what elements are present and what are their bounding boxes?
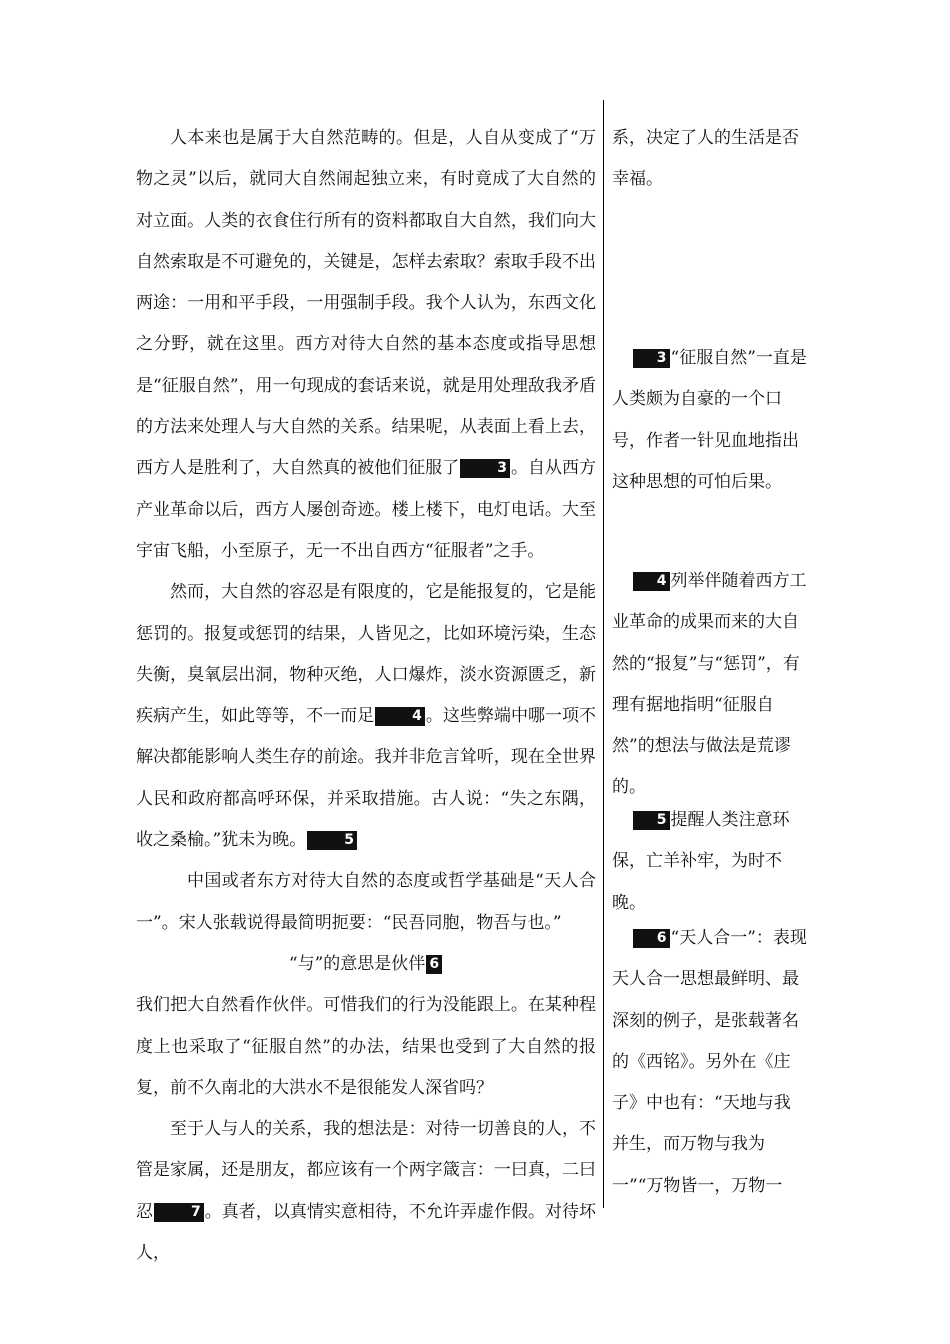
annotation-marker-5: 5 — [307, 831, 357, 850]
paragraph-1-text-cont: 。自从西方产业革命以后，西方人屡创奇迹。楼上楼下，电灯电话。大至宇宙飞船，小至原子，无一不出自西方“征服者”之手。 — [136, 458, 597, 561]
paragraph-3: 中国或者东方对待大自然的态度或哲学基础是“天人合一”。宋人张载说得最简明扼要：“民吾同胞，物吾与也。” — [136, 871, 596, 933]
side-note-3-text: “征服自然”一直是人类颇为自豪的一个口号，作者一针见血地指出这种思想的可怕后果。 — [612, 348, 807, 492]
paragraph-4-text: “与”的意思是伙伴 — [288, 953, 426, 974]
column-divider — [603, 100, 604, 1208]
side-note-marker-5: 5 — [633, 811, 669, 830]
annotation-marker-3: 3 — [460, 459, 510, 478]
paragraph-2-text: 然而，大自然的容忍是有限度的，它是能报复的，它是能惩罚的。报复或惩罚的结果，人皆见之，比如环境污染，生态失衡，臭氧层出洞，物种灭绝，人口爆炸，淡水资源匮乏，新疾病产生，如此等等，不一而足 — [136, 582, 596, 727]
paragraph-6 — [136, 1109, 596, 1274]
side-note-6 — [612, 918, 807, 1207]
side-note-continued — [612, 118, 807, 201]
side-note-6-text: “天人合一”：表现天人合一思想最鲜明、最深刻的例子，是张载著名的《西铭》。另外在《庄子》中也有：“天地与我并生，而万物与我为一”“万物皆一，万物一 — [612, 928, 807, 1196]
side-note-4-text: 列举伴随着西方工业革命的成果而来的大自然的“报复”与“惩罚”，有理有据地指明“征服自然”的想法与做法是荒谬的。 — [612, 571, 807, 798]
main-text-column — [136, 118, 596, 1274]
annotation-marker-7: 7 — [154, 1203, 204, 1222]
paragraph-1 — [136, 118, 596, 572]
paragraph-2 — [136, 572, 596, 861]
annotation-marker-4: 4 — [375, 707, 425, 726]
paragraph-1-text: 人本来也是属于大自然范畴的。但是，人自从变成了“万物之灵”以后，就同大自然闹起独立来，有时竟成了大自然的对立面。人类的衣食住行所有的资料都取自大自然，我们向大自然索取是不可避免的，关键是，怎样去索取？索取手段不出两途：一用和平手段，一用强制手段。我个人认为，东西文化之分野，就在这里。西方对待大自然的基本态度或指导思想是“征服自然”，用一句现成的套话来说，就是用处理敌我矛盾的方法来处理人与大自然的关系。结果呢，从表面上看上去，西方人是胜利了，大自然真的被他们征服了 — [136, 128, 596, 479]
annotation-marker-6: 6 — [426, 955, 442, 974]
paragraph-4 — [136, 944, 596, 985]
paragraph-2-text-cont: 。这些弊端中哪一项不解决都能影响人类生存的前途。我并非危言耸听，现在全世界人民和政府都高呼环保，并采取措施。古人说：“失之东隅，收之桑榆。”犹未为晚。 — [136, 706, 597, 851]
side-note-marker-3: 3 — [633, 349, 669, 368]
side-note-5 — [612, 800, 807, 924]
paragraph-5: 我们把大自然看作伙伴。可惜我们的行为没能跟上。在某种程度上也采取了“征服自然”的办法，结果也受到了大自然的报复，前不久南北的大洪水不是很能发人深省吗？ — [136, 995, 596, 1098]
side-note-4 — [612, 561, 807, 809]
paragraph-6-text-cont: 。真者，以真情实意相待，不允许弄虚作假。对待坏人， — [136, 1201, 597, 1264]
side-note-marker-6: 6 — [633, 929, 669, 948]
paragraph-6-text: 至于人与人的关系，我的想法是：对待一切善良的人，不管是家属，还是朋友，都应该有一个两字箴言：一曰真，二曰忍 — [136, 1119, 596, 1222]
side-note-marker-4: 4 — [633, 572, 669, 591]
side-note-5-text: 提醒人类注意环保，亡羊补牢，为时不晚。 — [612, 810, 790, 913]
side-note-continued-text: 系，决定了人的生活是否幸福。 — [612, 128, 799, 190]
side-note-3 — [612, 338, 807, 503]
